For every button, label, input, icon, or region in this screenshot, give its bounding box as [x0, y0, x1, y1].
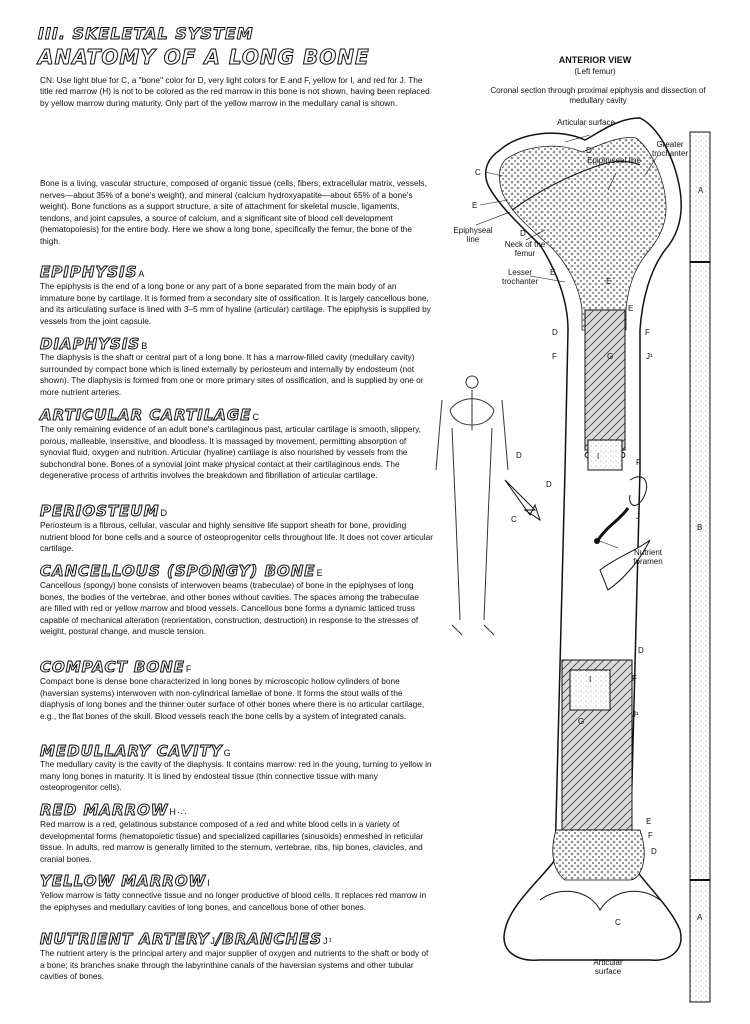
text-yellow-marrow: Yellow marrow is fatty connective tissue and no longer productive of blood cells. It replaces red marrow in the epiphyses and medullary cavities of long bones, and cancellous bone of other bones. — [40, 890, 427, 912]
letter-i-upper: I — [597, 452, 600, 461]
heading-cancellous-bone: CANCELLOUS (SPONGY) BONEE — [40, 562, 324, 580]
letter-e-lesser: E — [550, 268, 556, 277]
bracket-label-top: A — [698, 186, 704, 195]
letter-c-condyle: C — [615, 918, 621, 927]
label-epiphyseal-line-left: Epiphyseal line — [453, 226, 493, 244]
letter-g-lower: G — [578, 717, 585, 726]
page-title: ANATOMY OF A LONG BONE — [38, 45, 370, 69]
upper-marrow-plug — [588, 440, 622, 470]
letter-f-shaft2: F — [552, 352, 557, 361]
letter-j1-lower: J¹ — [632, 710, 639, 719]
label-neck-of-femur: Neck of the femur — [504, 240, 546, 258]
bracket-label-bottom: A — [697, 913, 703, 922]
heading-nutrient-artery: NUTRIENT ARTERYJ/BRANCHESJ¹ — [40, 930, 333, 948]
letter-f-mid: F — [636, 458, 641, 467]
intro-paragraph: Bone is a living, vascular structure, composed of organic tissue (cells, fibers, extracellular matrix, vessels, nerves—about 35% of a bone's weight), and mineral (calcium hydroxyapatite—about 65% of a bone's weight). Bone functions as a support structure, a site of attachment for skeletal muscle, ligaments, tendons, and joint capsules, a source of calcium, and a significant site of blood cell development (hematopoiesis) for the entire body. Here we show a long bone, specifically the femur, the bone of the thigh. — [40, 178, 427, 246]
letter-c-skeleton: C — [511, 515, 517, 524]
letter-d-skeleton: D — [516, 451, 522, 460]
view-title: ANTERIOR VIEW — [558, 55, 632, 65]
letter-d-neck: D — [520, 229, 526, 238]
chapter-title: III. SKELETAL SYSTEM — [38, 24, 254, 43]
heading-medullary-cavity: MEDULLARY CAVITYG — [40, 742, 232, 760]
heading-articular-cartilage: ARTICULAR CARTILAGEC — [40, 406, 260, 424]
letter-e-shaft1: E — [606, 277, 612, 286]
text-compact-bone: Compact bone is dense bone characterized in long bones by microscopic hollow cylinders of bone (haversian systems) interwoven with non-cylindrical lamellae of bone. It forms the stout walls of the diaphysis of long bones and the thinner outer surface of other bones where there is no articular cartilage, e.g., the flat bones of the skull. Blood vessels reach the bone cells by a system of integrated canals. — [40, 676, 425, 721]
letter-d-lower2: D — [651, 847, 657, 856]
nutrient-foramen — [594, 538, 600, 544]
letter-d-shaft1: D — [552, 328, 558, 337]
text-cancellous-bone: Cancellous (spongy) bone consists of interwoven beams (trabeculae) of bone in the epiphyses of long bones, the bodies of the vertebrae, and other bones without cavities. The spaces among the trabeculae are filled with red or yellow marrow and blood vessels. Cancellous bone forms a dynamic latticed truss capable of mechanical alteration (reorientation, construction, destruction) in response to the stresses of weight, postural change, and muscle tension. — [40, 580, 419, 637]
upper-medullary-window — [585, 310, 625, 450]
letter-g-upper: G — [607, 352, 614, 361]
view-subtitle: (Left femur) — [574, 67, 616, 76]
heading-epiphysis: EPIPHYSISA — [40, 263, 146, 281]
text-red-marrow: Red marrow is a red, gelatinous substance composed of a red and white blood cells in a variety of developmental forms (hematopoietic tissue) and specialized capillaries (sinusoids) enmeshed in reticular tissue. In adults, red marrow is generally limited to the sternum, vertebrae, ribs, hip bones, clavicles, and cranial bones. — [40, 819, 424, 864]
lower-cancellous — [553, 830, 644, 880]
heading-diaphysis: DIAPHYSISB — [40, 335, 149, 353]
heading-yellow-marrow: YELLOW MARROWI — [40, 872, 211, 890]
letter-d-lower1: D — [638, 646, 644, 655]
text-medullary-cavity: The medullary cavity is the cavity of the diaphysis. It contains marrow: red in the young, turning to yellow in many long bones in maturity. It is lined by endosteal tissue (thin connective tissue with many osteoprogenitor cells). — [40, 759, 432, 793]
letter-e-shaft2: E — [628, 304, 634, 313]
heading-periosteum: PERIOSTEUMD — [40, 502, 169, 520]
letter-f-lower2: F — [648, 831, 653, 840]
label-articular-surface-bottom: Articular surface — [593, 958, 623, 976]
section-note: Coronal section through proximal epiphysis and dissection of medullary cavity — [490, 86, 706, 105]
label-nutrient-foramen: Nutrient foramen — [633, 548, 663, 566]
letter-j-mid: J — [636, 512, 640, 521]
text-articular-cartilage: The only remaining evidence of an adult bone's cartilaginous past, articular cartilage is smooth, slippery, porous, malleable, insensitive, and bloodless. It is massaged by movement, permitting absorption of synovial fluid, oxygen and nutrition. Articular (hyaline) cartilage is also nourished by vessels from the subchondral bone. Bones of a synovial joint make physical contact at their cartilaginous ends. The degenerative process of arthritis involves the breakdown and fibrillation of articular cartilage. — [40, 424, 421, 481]
letter-d-top: D — [586, 146, 592, 155]
bracket-label-middle: B — [697, 523, 703, 532]
letter-f-shaft1: F — [645, 328, 650, 337]
letter-i-lower: I — [589, 675, 592, 684]
pointer-arrow — [505, 480, 540, 520]
letter-c-top: C — [475, 168, 481, 177]
text-periosteum: Periosteum is a fibrous, cellular, vascular and highly sensitive life support sheath for bone, providing nutrient blood for bone cells and a source of osteoprogenitor cells throughout life. It does not cover articular cartilage. — [40, 520, 433, 554]
letter-j1-upper: J¹ — [646, 352, 653, 361]
label-lesser-trochanter: Lesser trochanter — [501, 268, 539, 286]
text-nutrient-artery: The nutrient artery is the principal artery and major supplier of oxygen and nutrients to the shaft or body of a bone; its branches snake through the labyrinthine canals of the haversian systems and other tubular cavities of bones. — [40, 948, 429, 982]
skeleton-illustration — [436, 376, 508, 635]
color-notes: CN: Use light blue for C, a "bone" color for D, very light colors for E and F, yellow for I, and red for J. The title red marrow (H) is not to be colored as the red marrow in this bone is not shown, having been replaced by yellow marrow during maturity. Only part of the yellow marrow in the medullary canal is shown. — [40, 75, 430, 108]
heading-red-marrow: RED MARROWH·∴ — [40, 801, 188, 819]
letter-f-lower1: F — [632, 674, 637, 683]
label-greater-trochanter: Greater trochanter — [651, 140, 689, 158]
text-diaphysis: The diaphysis is the shaft or central part of a long bone. It has a marrow-filled cavity (medullary cavity) surrounded by compact bone which is lined externally by periosteum and internally by endosteum (not shown). The diaphysis is formed from one or more primary sites of ossification, and is supplied by one or more nutrient arteries. — [40, 352, 424, 397]
letter-e-lower: E — [646, 817, 652, 826]
heading-compact-bone: COMPACT BONEF — [40, 658, 193, 676]
text-epiphysis: The epiphysis is the end of a long bone or any part of a bone separated from the main body of an immature bone by cartilage. It is formed from a secondary site of ossification. It is largely cancellous bone, and its articulating surface is lined with 3–5 mm of hyaline (articular) cartilage. The epiphysis is supplied by vessels from the joint capsule. — [40, 281, 431, 326]
letter-d-mid: D — [546, 480, 552, 489]
letter-e-head: E — [472, 201, 478, 210]
label-epiphyseal-line-right: Epiphyseal line — [587, 156, 641, 165]
label-articular-surface-top: Articular surface — [557, 118, 615, 127]
